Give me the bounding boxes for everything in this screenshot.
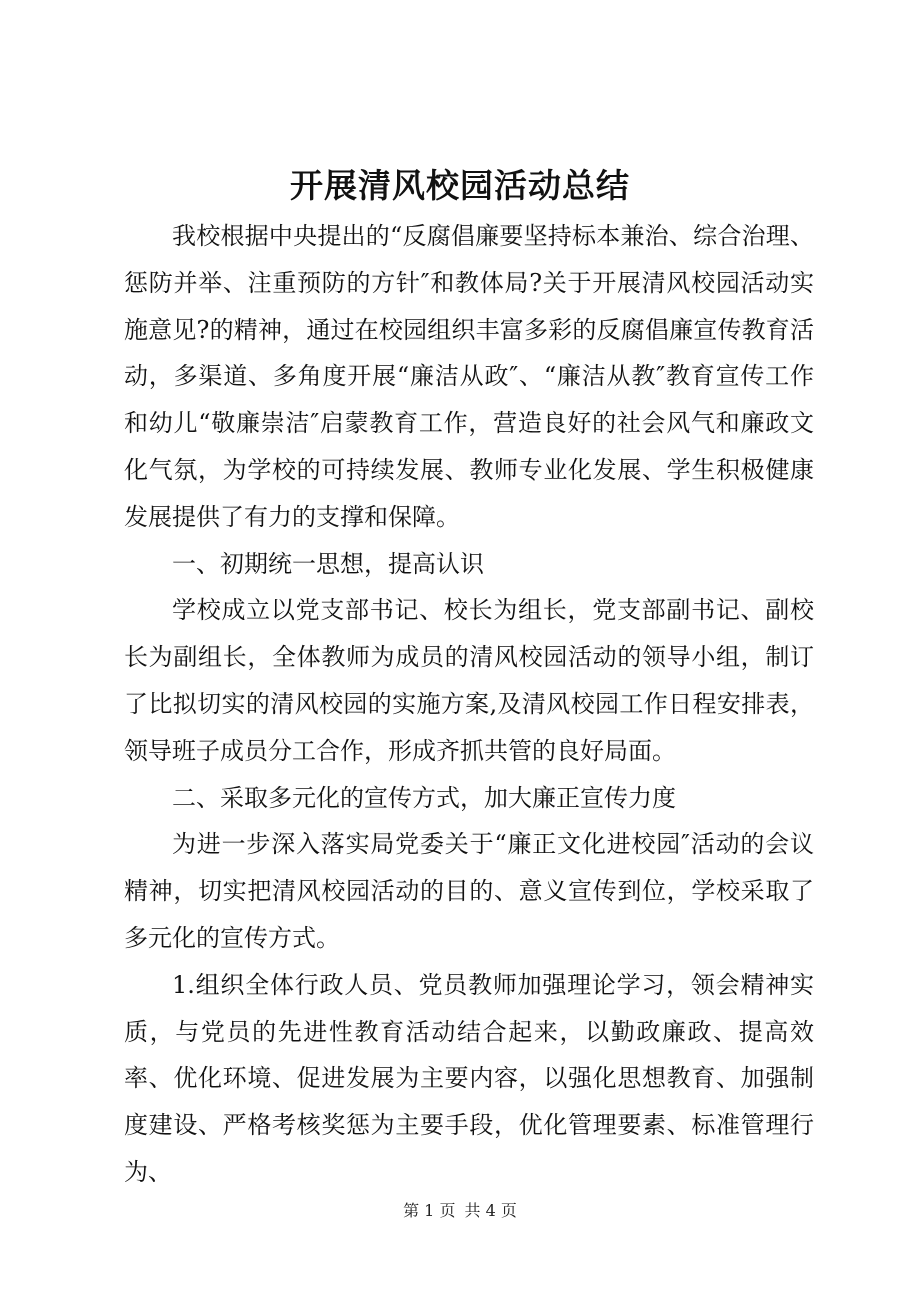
- total-page-count: 共 4 页: [464, 1201, 517, 1220]
- paragraph-item-1: 1.组织全体行政人员、党员教师加强理论学习，领会精神实质，与党员的先进性教育活动结合起来，以勤政廉政、提高效率、优化环境、促进发展为主要内容，以强化思想教育、加强制度建设、严格考核奖惩为主要手段，优化管理要素、标准管理行为、: [124, 970, 814, 1186]
- document-body: [124, 213, 814, 1196]
- document-title: 开展清风校园活动总结: [290, 166, 630, 205]
- section-heading-1: 一、初期统一思想，提高认识: [172, 549, 484, 578]
- paragraph-section-2: 为进一步深入落实局党委关于“廉正文化进校园″活动的会议精神，切实把清风校园活动的目的、意义宣传到位，学校采取了多元化的宣传方式。: [124, 830, 814, 952]
- paragraph-section-1: 学校成立以党支部书记、校长为组长，党支部副书记、副校长为副组长，全体教师为成员的清风校园活动的领导小组，制订了比拟切实的清风校园的实施方案,及清风校园工作日程安排表，领导班子成员分工合作，形成齐抓共管的良好局面。: [124, 596, 814, 765]
- section-heading-2: 二、采取多元化的宣传方式，加大廉正宣传力度: [172, 783, 676, 812]
- paragraph-intro: 我校根据中央提出的“反腐倡廉要坚持标本兼治、综合治理、惩防并举、注重预防的方针″和教体局?关于开展清风校园活动实施意见?的精神，通过在校园组织丰富多彩的反腐倡廉宣传教育活动，多渠道、多角度开展“廉洁从政″、“廉洁从教″教育宣传工作和幼儿“敬廉崇洁″启蒙教育工作，营造良好的社会风气和廉政文化气氛，为学校的可持续发展、教师专业化发展、学生积极健康发展提供了有力的支撑和保障。: [124, 222, 814, 531]
- current-page-number: 第 1 页: [403, 1201, 456, 1220]
- page-footer: [0, 1196, 920, 1226]
